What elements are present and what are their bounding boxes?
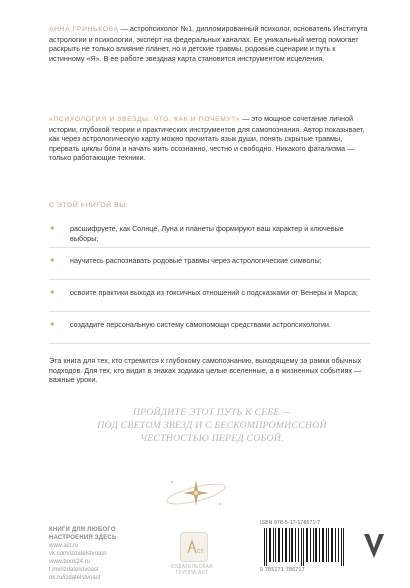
closing-paragraph: Эта книга для тех, кто стремится к глубокому самопознанию, выходящему за рамки обычных подходов. Для тех, кто видит в знаках зодиака целые вселенные, а в жизненных событиях — важные уроки. <box>49 356 362 385</box>
quote-line: ПОД СВЕТОМ ЗВЕЗД И С БЕСКОМПРОМИССНОЙ <box>97 420 327 431</box>
footer-heading: НАСТРОЕНИЯ ЗДЕСЬ <box>49 535 117 541</box>
sparkle-icon: ✦ <box>49 224 56 233</box>
ast-logo-icon <box>180 532 208 562</box>
list-title: С ЭТОЙ КНИГОЙ ВЫ: <box>49 202 129 209</box>
publisher-caption <box>170 564 214 576</box>
sparkle-icon: ✦ <box>49 320 56 329</box>
book-intro-text: — это мощное сочетание личной истории, глубокой теории и практических инструментов для самопознания. Автор показывает, как через астрологическую карту можно прочитать язык души, понять скрытые травмы, прервать циклы боли и начать жить осознанно, честно и свободно. Никакого фатализма — только работающие техники. <box>49 114 365 163</box>
divider <box>49 279 371 280</box>
isbn: ISBN 978-5-17-178671-7 <box>260 520 321 526</box>
sparkle-icon: ✦ <box>49 288 56 297</box>
publisher-caption-line: ИЗДАТЕЛЬСКАЯ <box>171 564 213 570</box>
divider <box>49 247 371 248</box>
divider <box>49 343 371 344</box>
footer-link[interactable]: www.ast.ru <box>49 543 79 549</box>
author-intro-text: — астропсихолог №1, дипломированный психолог, основатель Института астрологии и психологии, эксперт на федеральных каналах. Ее уникальный метод помогает раскрыть не только влияние планет, но и детские травмы, родовые сценарии и путь к истинному «Я». В ее работе звездная карта становится инструментом исцеления. <box>49 24 368 63</box>
sparkle-icon: ✦ <box>49 256 56 265</box>
barcode <box>260 528 350 566</box>
quote-line: ПРОЙДИТЕ ЭТОТ ПУТЬ К СЕБЕ — <box>132 407 292 418</box>
footer-heading: КНИГИ ДЛЯ ЛЮБОГО <box>49 527 116 533</box>
footer-link[interactable]: www.book24.ru <box>49 559 91 565</box>
divider <box>49 311 371 312</box>
book-title: «ПСИХОЛОГИЯ И ЗВЕЗДЫ. ЧТО, КАК И ПОЧЕМУ?» <box>49 116 241 123</box>
star-orbit-icon <box>160 472 232 512</box>
quote <box>92 406 332 445</box>
list-item-text: расшифруете, как Солнце, Луна и планеты формируют ваш характер и ключевые выборы; <box>70 224 344 243</box>
svg-text:ст: ст <box>197 548 204 555</box>
publisher-v-icon <box>362 530 386 562</box>
list-item-text: научитесь распознавать родовые травмы через астрологические символы; <box>70 256 322 265</box>
quote-line: ЧЕСТНОСТЬЮ ПЕРЕД СОБОЙ. <box>140 433 284 444</box>
footer-link[interactable]: t.me/izdatelstvoast <box>49 567 99 573</box>
book-intro <box>49 114 371 163</box>
author-intro <box>49 24 371 63</box>
footer-link[interactable]: vk.com/izdatelstvoast <box>49 551 107 557</box>
barcode-number: 9 785171 786717 <box>260 567 305 573</box>
list-item-text: создадите персональную систему самопомощи средствами астропсихологии. <box>70 320 331 329</box>
footer-link[interactable]: ok.ru/izdatelstvoast <box>49 575 101 581</box>
publisher-caption-line: ГРУППА АСТ <box>175 570 209 576</box>
list-item-text: освоите практики выхода из токсичных отношений с подсказками от Венеры и Марса; <box>70 288 358 297</box>
author-name: АННА ГРИНЬКОВА <box>49 26 119 33</box>
